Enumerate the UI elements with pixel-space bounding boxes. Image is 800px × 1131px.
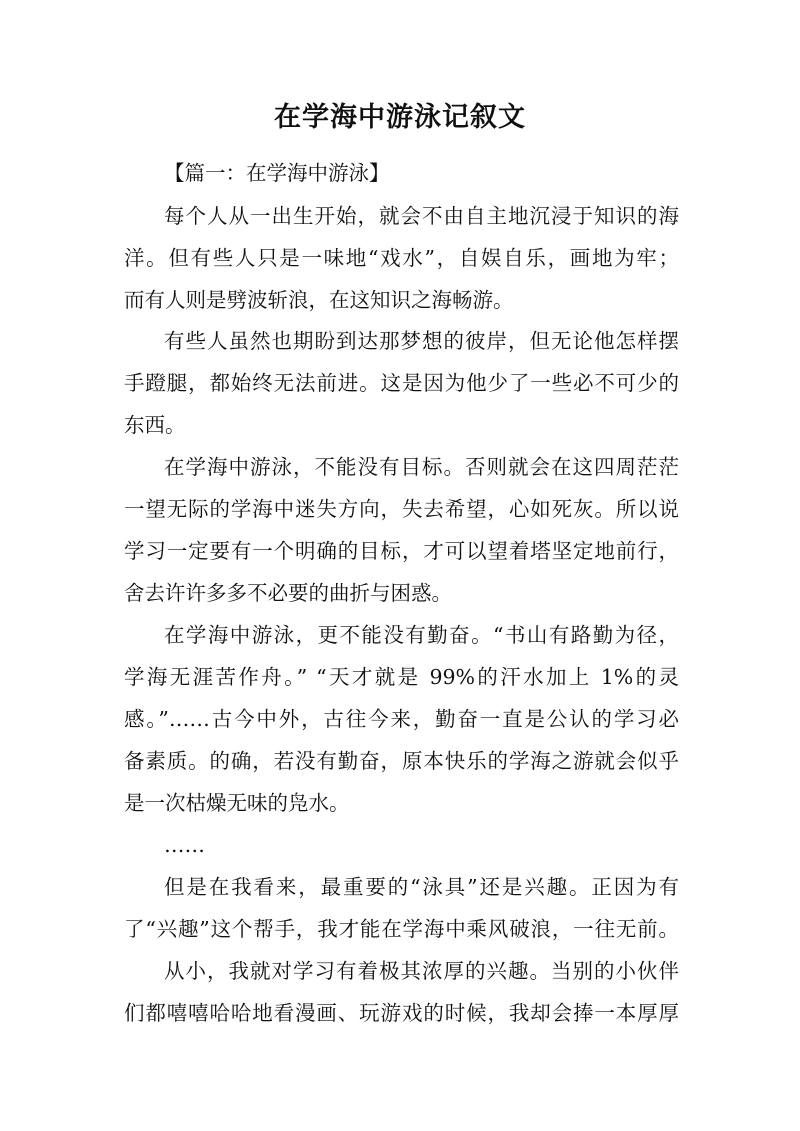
text-line: 有些人虽然也期盼到达那梦想的彼岸，但无论他怎样摆 [164, 329, 679, 353]
text-line: 每个人从一出生开始，就会不由自主地沉浸于知识的海 [164, 204, 679, 228]
text-line: 从小，我就对学习有着极其浓厚的兴趣。当别的小伙伴 [164, 959, 679, 983]
document-title: 在学海中游泳记叙文 [274, 102, 526, 133]
text-line: 在学海中游泳，不能没有目标。否则就会在这四周茫茫 [164, 455, 679, 479]
text-line: 们都嘻嘻哈哈地看漫画、玩游戏的时候，我却会捧一本厚厚 [124, 1001, 679, 1025]
text-line: 学习一定要有一个明确的目标，才可以望着塔坚定地前行， [124, 539, 679, 563]
text-line: 是一次枯燥无味的凫水。 [124, 791, 350, 815]
text-line: 备素质。的确，若没有勤奋，原本快乐的学海之游就会似乎 [124, 749, 679, 773]
text-line: 在学海中游泳，更不能没有勤奋。“书山有路勤为径， [164, 623, 679, 647]
text-line: 而有人则是劈波斩浪，在这知识之海畅游。 [124, 288, 514, 312]
text-line: 学海无涯苦作舟。” “天才就是 99%的汗水加上 1%的灵 [124, 665, 679, 689]
ellipsis-line: …… [164, 833, 205, 857]
section-heading: 【篇一：在学海中游泳】 [164, 161, 390, 185]
text-line: 感。”……古今中外，古往今来，勤奋一直是公认的学习必 [124, 707, 679, 731]
text-line: 洋。但有些人只是一味地“戏水”，自娱自乐，画地为牢； [124, 246, 679, 270]
text-line: 东西。 [124, 413, 186, 437]
text-line: 手蹬腿，都始终无法前进。这是因为他少了一些必不可少的 [124, 371, 679, 395]
text-line: 舍去许许多多不必要的曲折与困惑。 [124, 581, 452, 605]
text-line: 了“兴趣”这个帮手，我才能在学海中乘风破浪，一往无前。 [124, 917, 679, 941]
text-line: 但是在我看来，最重要的“泳具”还是兴趣。正因为有 [164, 875, 679, 899]
text-line: 一望无际的学海中迷失方向，失去希望，心如死灰。所以说 [124, 497, 679, 521]
